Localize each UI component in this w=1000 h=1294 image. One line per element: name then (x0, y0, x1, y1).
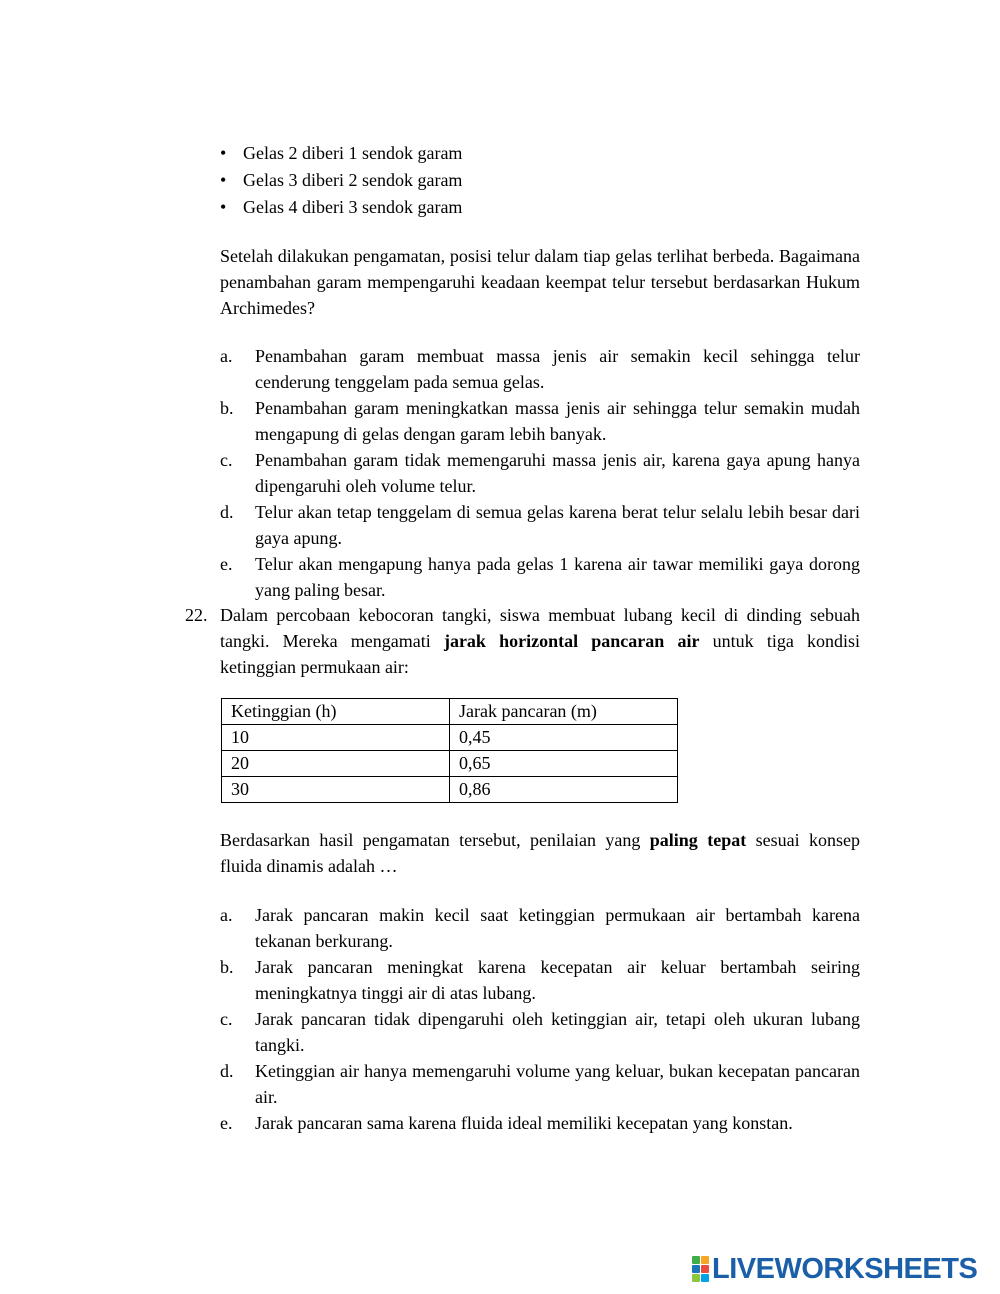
q22-option-a[interactable] (220, 902, 860, 954)
q22-stem-bold: jarak horizontal pancaran air (443, 631, 700, 651)
table-header-row (222, 699, 678, 725)
table-cell: 0,65 (450, 751, 678, 777)
option-letter: e. (220, 554, 233, 574)
option-text: Jarak pancaran tidak dipengaruhi oleh ketinggian air, tetapi oleh ukuran lubang tangki. (255, 1009, 860, 1055)
logo-block (701, 1256, 709, 1264)
q21-option-d[interactable] (220, 499, 860, 551)
q22-prompt (220, 827, 860, 879)
q22-options (220, 902, 860, 1136)
table-cell: 0,86 (450, 777, 678, 803)
logo-block (692, 1274, 700, 1282)
table-header-cell: Ketinggian (h) (222, 699, 450, 725)
q22-stem-text-end: untuk tiga kondisi ketinggian permukaan air: (220, 631, 860, 677)
height-distance-table (221, 698, 678, 803)
option-letter: d. (220, 1061, 234, 1081)
q22-prompt-text-end: sesuai konsep fluida dinamis adalah … (220, 830, 860, 876)
table-cell: 10 (222, 725, 450, 751)
table-cell: 20 (222, 751, 450, 777)
option-text: Penambahan garam meningkatkan massa jenis air sehingga telur semakin mudah mengapung di gelas dengan garam lebih banyak. (255, 398, 860, 444)
list-item: • Gelas 4 diberi 3 sendok garam (220, 194, 860, 221)
logo-block (701, 1265, 709, 1273)
logo-block (701, 1274, 709, 1282)
option-text: Jarak pancaran makin kecil saat ketinggian permukaan air bertambah karena tekanan berkurang. (255, 905, 860, 951)
q21-option-a[interactable] (220, 343, 860, 395)
logo-block (692, 1256, 700, 1264)
q22-prompt-bold: paling tepat (649, 830, 747, 850)
list-item: • Gelas 3 diberi 2 sendok garam (220, 167, 860, 194)
list-item: • Gelas 2 diberi 1 sendok garam (220, 140, 860, 167)
q22-option-d[interactable] (220, 1058, 860, 1110)
q22-option-c[interactable] (220, 1006, 860, 1058)
q21-stem: Setelah dilakukan pengamatan, posisi telur dalam tiap gelas terlihat berbeda. Bagaimana penambahan garam mempengaruhi keadaan keempat telur tersebut berdasarkan Hukum Archimedes? (220, 246, 860, 318)
glass-list (220, 140, 860, 221)
option-letter: d. (220, 502, 234, 522)
option-text: Jarak pancaran meningkat karena kecepatan air keluar bertambah seiring meningkatnya tinggi air di atas lubang. (255, 957, 860, 1003)
option-text: Telur akan mengapung hanya pada gelas 1 karena air tawar memiliki gaya dorong yang paling besar. (255, 554, 860, 600)
q21-options (220, 343, 860, 603)
option-letter: c. (220, 1009, 233, 1029)
logo-block (692, 1265, 700, 1273)
table-header-cell: Jarak pancaran (m) (450, 699, 678, 725)
q22-prompt-text: Berdasarkan hasil pengamatan tersebut, penilaian yang (220, 830, 650, 850)
q22-number: 22. (185, 605, 208, 625)
option-letter: e. (220, 1113, 233, 1133)
q21-option-e[interactable] (220, 551, 860, 603)
liveworksheets-logo (692, 1254, 977, 1284)
option-text: Penambahan garam membuat massa jenis air semakin kecil sehingga telur cenderung tenggelam pada semua gelas. (255, 346, 860, 392)
table-row (222, 725, 678, 751)
option-text: Ketinggian air hanya memengaruhi volume yang keluar, bukan kecepatan pancaran air. (255, 1061, 860, 1107)
option-letter: c. (220, 450, 233, 470)
option-letter: a. (220, 905, 233, 925)
logo-blocks-icon (692, 1256, 709, 1282)
table-row (222, 751, 678, 777)
option-letter: a. (220, 346, 233, 366)
option-text: Jarak pancaran sama karena fluida ideal memiliki kecepatan yang konstan. (255, 1113, 793, 1133)
table-row (222, 777, 678, 803)
q22-stem (220, 602, 860, 680)
option-text: Penambahan garam tidak memengaruhi massa jenis air, karena gaya apung hanya dipengaruhi oleh volume telur. (255, 450, 860, 496)
option-letter: b. (220, 398, 234, 418)
q21-option-c[interactable] (220, 447, 860, 499)
q21-option-b[interactable] (220, 395, 860, 447)
logo-text: LIVEWORKSHEETS (712, 1253, 978, 1285)
q22-stem-text: Dalam percobaan kebocoran tangki, siswa membuat lubang kecil di dinding sebuah tangki. Mereka mengamati (220, 605, 860, 651)
option-text: Telur akan tetap tenggelam di semua gelas karena berat telur selalu lebih besar dari gaya apung. (255, 502, 860, 548)
q22-option-e[interactable] (220, 1110, 860, 1136)
table-cell: 0,45 (450, 725, 678, 751)
table-cell: 30 (222, 777, 450, 803)
q22-option-b[interactable] (220, 954, 860, 1006)
option-letter: b. (220, 957, 234, 977)
